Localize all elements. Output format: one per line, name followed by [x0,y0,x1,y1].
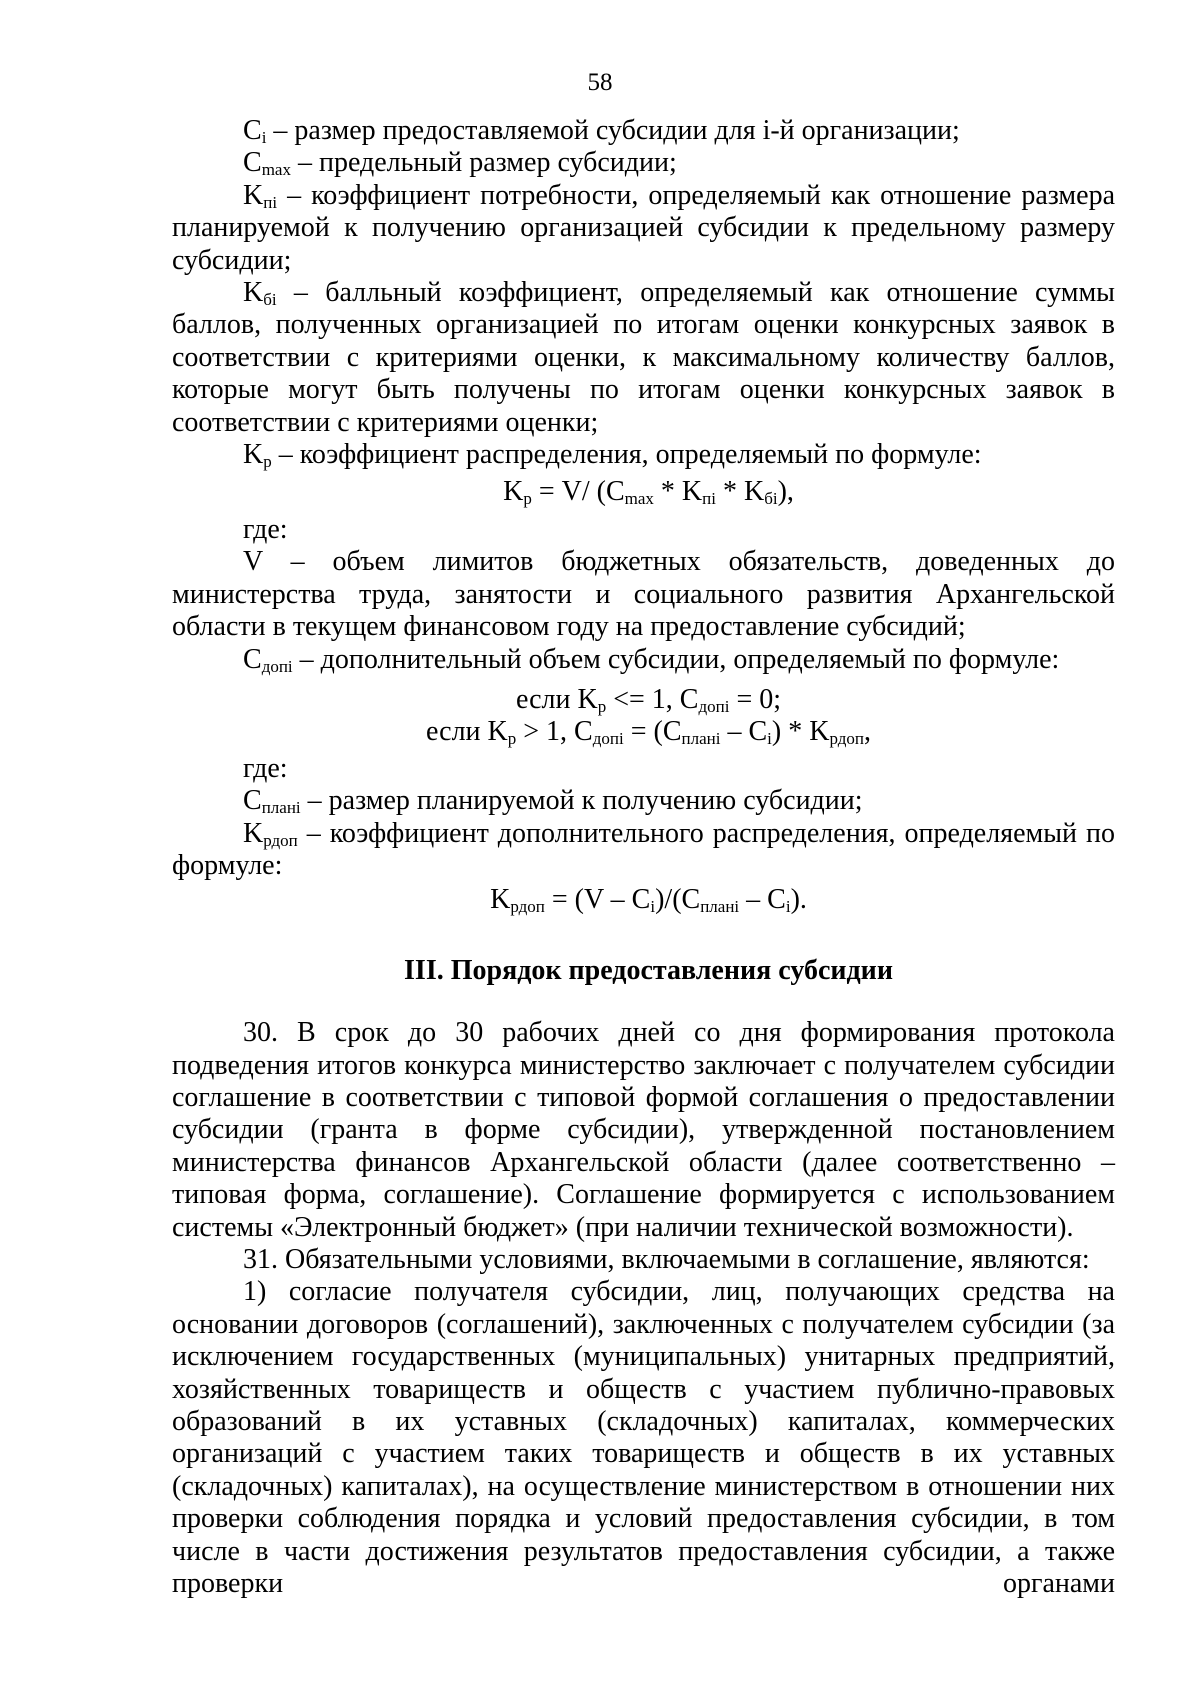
formula-part: )/(C [655,884,701,916]
page-number: 58 [587,69,613,96]
definition-text: – коэффициент дополнительного распределения, определяемый по формуле: [172,817,1115,881]
formula-subscript: i [767,729,772,749]
definition-kpi [172,180,1115,277]
formula-if-greater [172,716,1115,748]
formula-part: ). [790,884,807,916]
paragraph-31: 31. Обязательными условиями, включаемыми в соглашение, являются: [243,1244,1090,1275]
subscript: планi [261,798,301,818]
formula-part: если K [515,683,598,715]
formula-subscript: max [624,489,654,509]
definition-v: V – объем лимитов бюджетных обязательств, доведенных до министерства труда, занятости и социального развития Архангельской области в текущем финансовом году на предоставление субсидий; [172,546,1115,643]
formula-kp [172,476,1115,508]
subscript: допi [261,656,293,676]
subscript: пi [263,192,278,212]
symbol: K [243,277,264,309]
paragraph-31-item-1: 1) согласие получателя субсидии, лиц, получающих средства на основании договоров (соглашений), заключенных с получателем субсидии (за исключением государственных (муниципальных) унитарных предприятий, хозяйственных товариществ и обществ с участием публично-правовых образований в их уставных (складочных) капиталах, коммерческих организаций с участием таких товариществ и обществ в их уставных (складочных) капиталах), на осуществление министерством в отношении них проверки соблюдения порядка и условий предоставления субсидии, в том числе в части достижения результатов предоставления субсидии, а также проверки органами [172,1276,1115,1600]
formula-part: * K [653,476,703,508]
paragraph-30: 30. В срок до 30 рабочих дней со дня формирования протокола подведения итогов конкурса министерство заключает с получателем субсидии соглашение в соответствии с типовой формой соглашения о предоставлении субсидии (гранта в форме субсидии), утвержденной постановлением министерства финансов Архангельской области (далее соответственно – типовая форма, соглашение). Соглашение формируется с использованием системы «Электронный бюджет» (при наличии технической возможности). [172,1017,1115,1243]
formula-part: = V/ (C [531,476,625,508]
formula-part: , [863,716,871,748]
formula-subscript: рдоп [510,897,545,917]
formula-subscript: р [507,729,517,749]
definition-text: – коэффициент потребности, определяемый как отношение размера планируемой к получению организацией субсидии к предельному размеру субсидии; [172,179,1115,276]
definition-cplan [172,785,1115,817]
formula-subscript: бi [764,489,778,509]
formula-part: = (V – C [544,884,651,916]
subscript: р [263,452,272,472]
definition-cdop [172,644,1115,676]
formula-subscript: рдоп [829,729,864,749]
formula-part: = 0; [729,683,782,715]
definition-cmax [172,147,1115,179]
formula-part: – C [739,884,786,916]
formula-krdop [172,884,1115,916]
definition-krdop [172,818,1115,883]
definition-text: – предельный размер субсидии; [290,147,677,179]
formula-subscript: допi [698,696,730,716]
formula-part: * K [715,476,765,508]
symbol: K [243,179,264,211]
definition-text: – размер предоставляемой субсидии для i-й организации; [266,115,960,146]
formula-subscript: допi [592,729,624,749]
formula-part: ) * K [771,716,830,748]
formula-part: K [490,884,511,916]
symbol: C [243,643,262,675]
formula-part: > 1, C [516,716,593,748]
subscript: max [261,160,291,180]
formula-subscript: планi [700,897,740,917]
section-heading: III. Порядок предоставления субсидии [404,954,893,986]
definition-kp [172,439,1115,471]
formula-subscript: р [597,696,607,716]
where-label: где: [243,752,288,784]
formula-subscript: i [650,897,656,917]
symbol: C [243,147,262,179]
formula-subscript: р [523,489,532,509]
formula-if-less [172,684,1115,716]
formula-part: ), [777,476,794,508]
formula-subscript: пi [702,489,716,509]
formula-subscript: планi [681,729,721,749]
definition-text: – дополнительный объем субсидии, определяемый по формуле: [292,643,1060,675]
symbol: K [243,439,264,471]
where-label: где: [243,513,288,545]
subscript: бi [263,290,277,310]
document-body [172,115,1115,1600]
definition-text: – размер планируемой к получению субсидии; [300,785,863,817]
symbol: K [243,817,264,849]
subscript: рдоп [263,830,298,850]
definition-text: – балльный коэффициент, определяемый как отношение суммы баллов, полученных организацией по итогам оценки конкурсных заявок в соответствии с критериями оценки, к максимальному количеству баллов, которые могут быть получены по итогам оценки конкурсных заявок в соответствии с критериями оценки; [172,277,1115,438]
formula-part: если K [426,716,508,748]
subscript: i [261,128,267,147]
definition-kbi [172,277,1115,439]
definition-text: – коэффициент распределения, определяемый по формуле: [271,439,982,471]
formula-subscript: i [785,897,791,917]
symbol: C [243,785,262,817]
formula-part: K [503,476,524,508]
formula-part: <= 1, C [606,683,699,715]
formula-part: – C [720,716,768,748]
symbol: C [243,115,262,146]
definition-ci [172,115,1115,147]
formula-part: = (C [623,716,682,748]
